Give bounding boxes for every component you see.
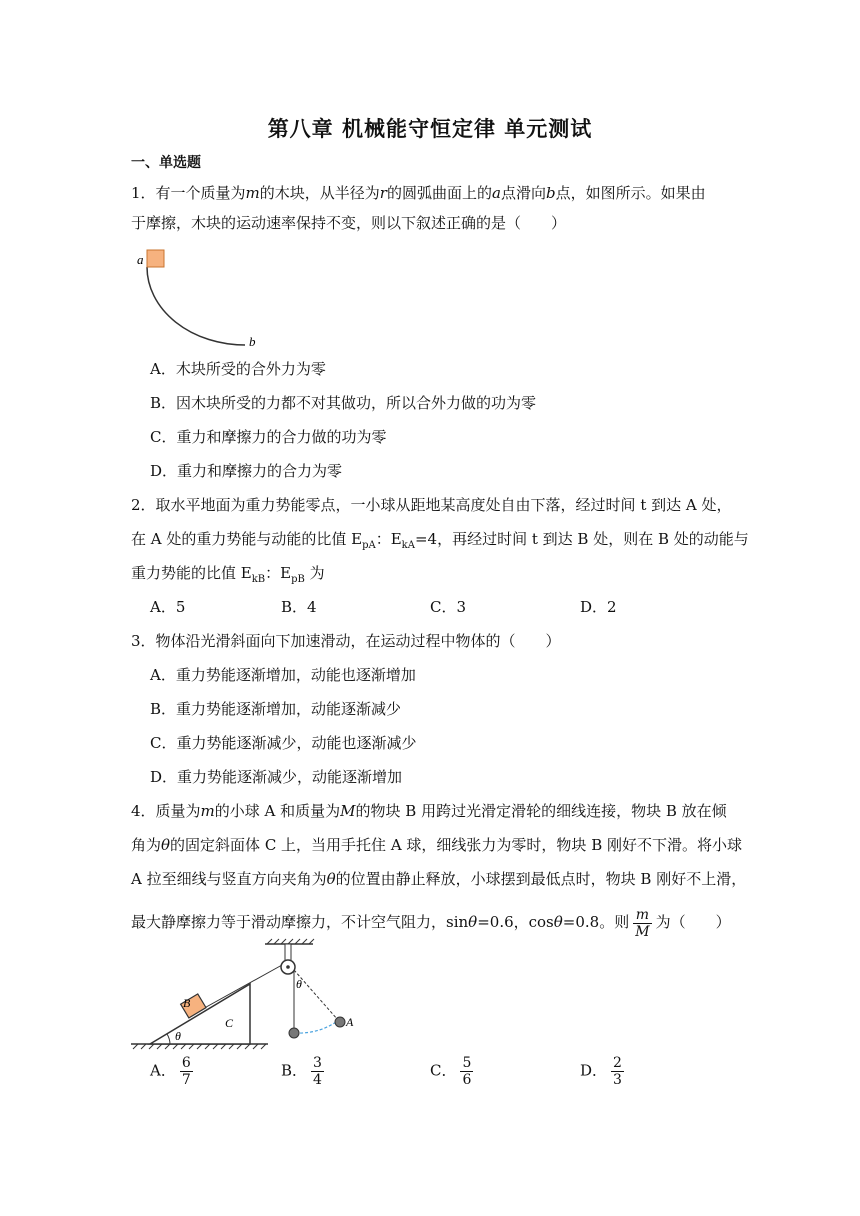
q1-option-b[interactable]: B．因木块所受的力都不对其做功，所以合外力做的功为零 [150,394,537,412]
label-theta-incline: θ [175,1029,181,1043]
q3-option-d[interactable]: D．重力势能逐渐减少，动能逐渐增加 [150,768,403,786]
q2-option-c[interactable]: C．3 [430,598,467,616]
q4-option-d[interactable]: D． $\frac{2}{3}$ [580,1055,622,1088]
ratio-m-over-M: $\frac{m}{M}$ [635,906,650,940]
pulley-axle [286,965,290,969]
q3-option-c[interactable]: C．重力势能逐渐减少，动能也逐渐减少 [150,734,417,752]
label-theta-top: θ [296,977,302,991]
q3-stem: 3．物体沿光滑斜面向下加速滑动，在运动过程中物体的（ ） [131,632,561,650]
q1-option-c[interactable]: C．重力和摩擦力的合力做的功为零 [150,428,387,446]
label-C: C [225,1016,234,1030]
q4-option-b[interactable]: B． $\frac{3}{4}$ [281,1055,322,1088]
q4-figure [128,936,368,1054]
swing-arc [295,1022,336,1033]
wooden-block [147,250,164,267]
q2-option-d[interactable]: D．2 [580,598,617,616]
q4-option-a[interactable]: A． $\frac{6}{7}$ [150,1055,191,1088]
q4-stem-line3: A 拉至细线与竖直方向夹角为θ的位置由静止释放，小球摆到最低点时，物块 B 刚好不上滑， [131,870,747,888]
ball-bottom [289,1028,299,1038]
q1-option-d[interactable]: D．重力和摩擦力的合力为零 [150,462,343,480]
q2-stem-line2: 在 A 处的重力势能与动能的比值 $E_{pA}$：$E_{kA}=4$，再经过时间 t 到达 B 处，则在 B 处的动能与 [131,530,749,551]
q3-option-a[interactable]: A．重力势能逐渐增加，动能也逐渐增加 [150,666,416,684]
q2-stem-line3: 重力势能的比值 $E_{kB}$：$E_{pB}$ 为 [131,564,325,585]
q3-option-b[interactable]: B．重力势能逐渐增加，动能逐渐减少 [150,700,402,718]
point-b-label: b [249,334,256,349]
q1-option-a[interactable]: A．木块所受的合外力为零 [150,360,326,378]
page-title: 第八章 机械能守恒定律 单元测试 [267,117,593,141]
q1-stem-line1: 1．有一个质量为m的木块，从半径为r的圆弧曲面上的a点滑向b点，如图所示。如果由 [131,184,706,202]
q4-stem-line4: 最大静摩擦力等于滑动摩擦力，不计空气阻力，sinθ=0.6，cosθ=0.8。则 $\frac{m}{M}$ 为（ ） [131,906,731,940]
q2-option-b[interactable]: B．4 [281,598,317,616]
label-A: A [346,1015,354,1029]
q4-stem-line2: 角为θ的固定斜面体 C 上，当用手托住 A 球，细线张力为零时，物块 B 刚好不下滑。将小球 [131,836,742,854]
label-B: B [183,996,191,1010]
q1-figure [130,245,270,350]
q2-stem-line1: 2．取水平地面为重力势能零点，一小球从距地某高度处自由下落，经过时间 t 到达 A 处， [131,496,732,514]
section-heading: 一、单选题 [131,155,201,171]
ball-A [335,1017,345,1027]
q4-stem-line1: 4．质量为m的小球 A 和质量为M的物块 B 用跨过光滑定滑轮的细线连接，物块 B 放在倾 [131,802,727,820]
q2-option-a[interactable]: A．5 [150,598,186,616]
point-a-label: a [137,252,144,267]
arc-path [147,267,245,345]
q4-option-c[interactable]: C． $\frac{5}{6}$ [430,1055,472,1088]
incline-C [150,984,250,1044]
q1-stem-line2: 于摩擦，木块的运动速率保持不变，则以下叙述正确的是（ ） [131,214,567,232]
